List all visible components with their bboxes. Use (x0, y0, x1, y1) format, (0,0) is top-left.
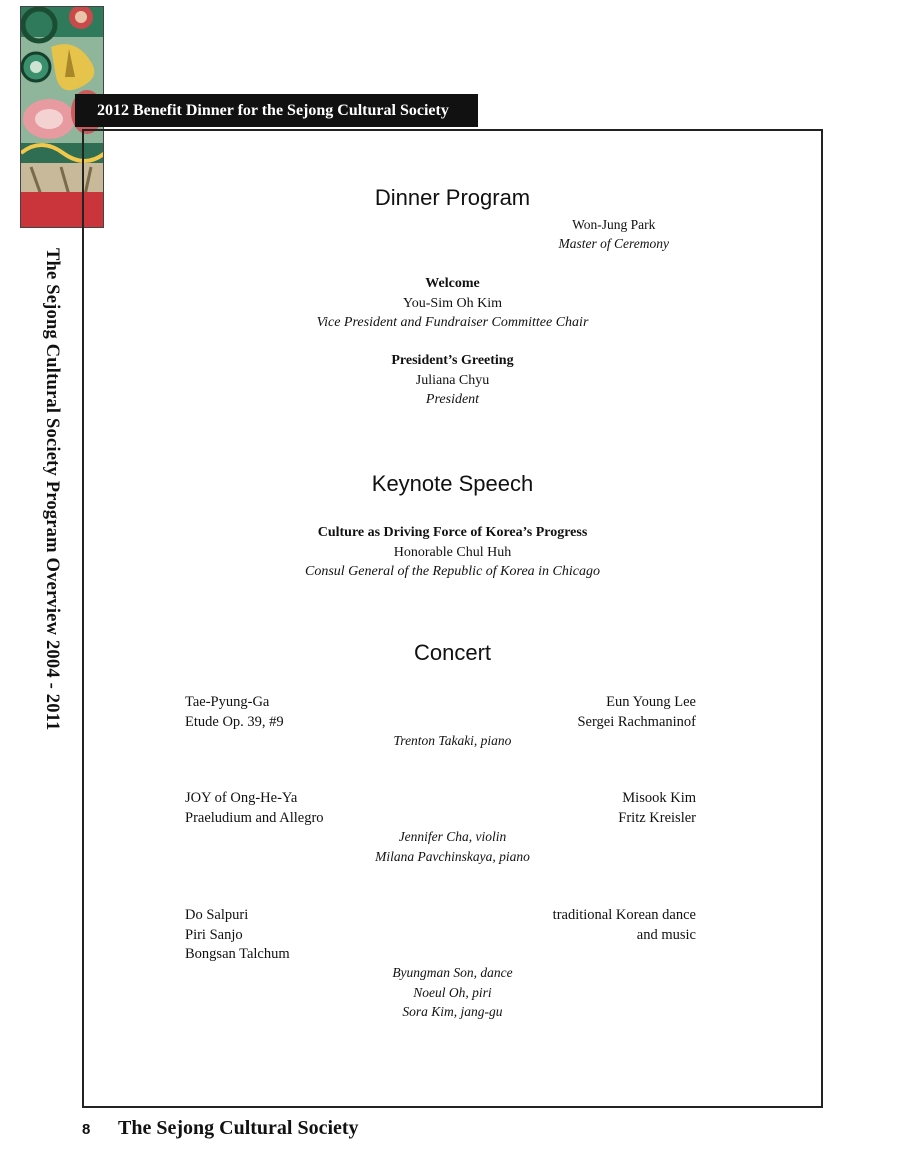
page-number: 8 (82, 1121, 91, 1138)
composer: Misook Kim (622, 790, 696, 806)
performer: Noeul Oh, piri (413, 984, 492, 1000)
description-line: traditional Korean dance (552, 907, 696, 923)
keynote-role: Consul General of the Republic of Korea in Chicago (304, 564, 600, 579)
concert-set-2-pieces (185, 789, 324, 828)
header-banner: 2012 Benefit Dinner for the Sejong Cultural Society (75, 94, 478, 127)
concert-set-3-description (553, 906, 696, 945)
performer: Milana Pavchinskaya, piano (375, 848, 530, 864)
concert-set-1-performers (84, 731, 821, 751)
piece: Bongsan Talchum (185, 946, 290, 962)
footer-title: The Sejong Cultural Society (118, 1117, 359, 1139)
welcome-title: Welcome (425, 276, 480, 291)
program-frame (82, 129, 823, 1108)
greeting-name: Juliana Chyu (415, 372, 490, 388)
welcome-role: Vice President and Fundraiser Committee Chair (316, 315, 589, 330)
concert-set-2-composers (618, 789, 696, 828)
mc-block (559, 215, 669, 253)
welcome-block (84, 274, 821, 333)
greeting-block (84, 351, 821, 410)
concert-set-1-composers (577, 693, 696, 732)
piece: Piri Sanjo (185, 926, 243, 943)
piece: Do Salpuri (185, 907, 249, 923)
piece: JOY of Ong-He-Ya (185, 790, 298, 806)
concert-heading: Concert (413, 640, 492, 665)
greeting-title: President’s Greeting (391, 353, 514, 368)
concert-set-3-performers (84, 963, 821, 1022)
keynote-name: Honorable Chul Huh (393, 544, 512, 560)
mc-role: Master of Ceremony (558, 236, 669, 251)
composer: Eun Young Lee (606, 694, 696, 710)
performer: Jennifer Cha, violin (398, 829, 507, 844)
concert-set-1-pieces (185, 693, 284, 732)
piece: Praeludium and Allegro (185, 809, 324, 826)
keynote-title: Culture as Driving Force of Korea’s Progress (317, 525, 588, 540)
performer: Sora Kim, jang-gu (402, 1004, 503, 1019)
composer: Sergei Rachmaninof (577, 713, 696, 730)
keynote-block (84, 523, 821, 582)
performer: Byungman Son, dance (392, 965, 513, 980)
composer: Fritz Kreisler (618, 809, 696, 826)
mc-name: Won-Jung Park (572, 217, 656, 232)
piece: Tae-Pyung-Ga (185, 694, 270, 710)
concert-set-2-performers (84, 827, 821, 866)
greeting-role: President (425, 392, 480, 407)
side-title: The Sejong Cultural Society Program Overview 2004 - 2011 (42, 248, 62, 731)
piece: Etude Op. 39, #9 (185, 713, 284, 730)
description-line: and music (636, 926, 696, 943)
performer: Trenton Takaki, piano (393, 733, 512, 748)
dinner-heading: Dinner Program (374, 185, 531, 210)
welcome-name: You-Sim Oh Kim (403, 295, 502, 311)
concert-set-3-pieces (185, 906, 290, 965)
keynote-heading: Keynote Speech (371, 471, 534, 496)
